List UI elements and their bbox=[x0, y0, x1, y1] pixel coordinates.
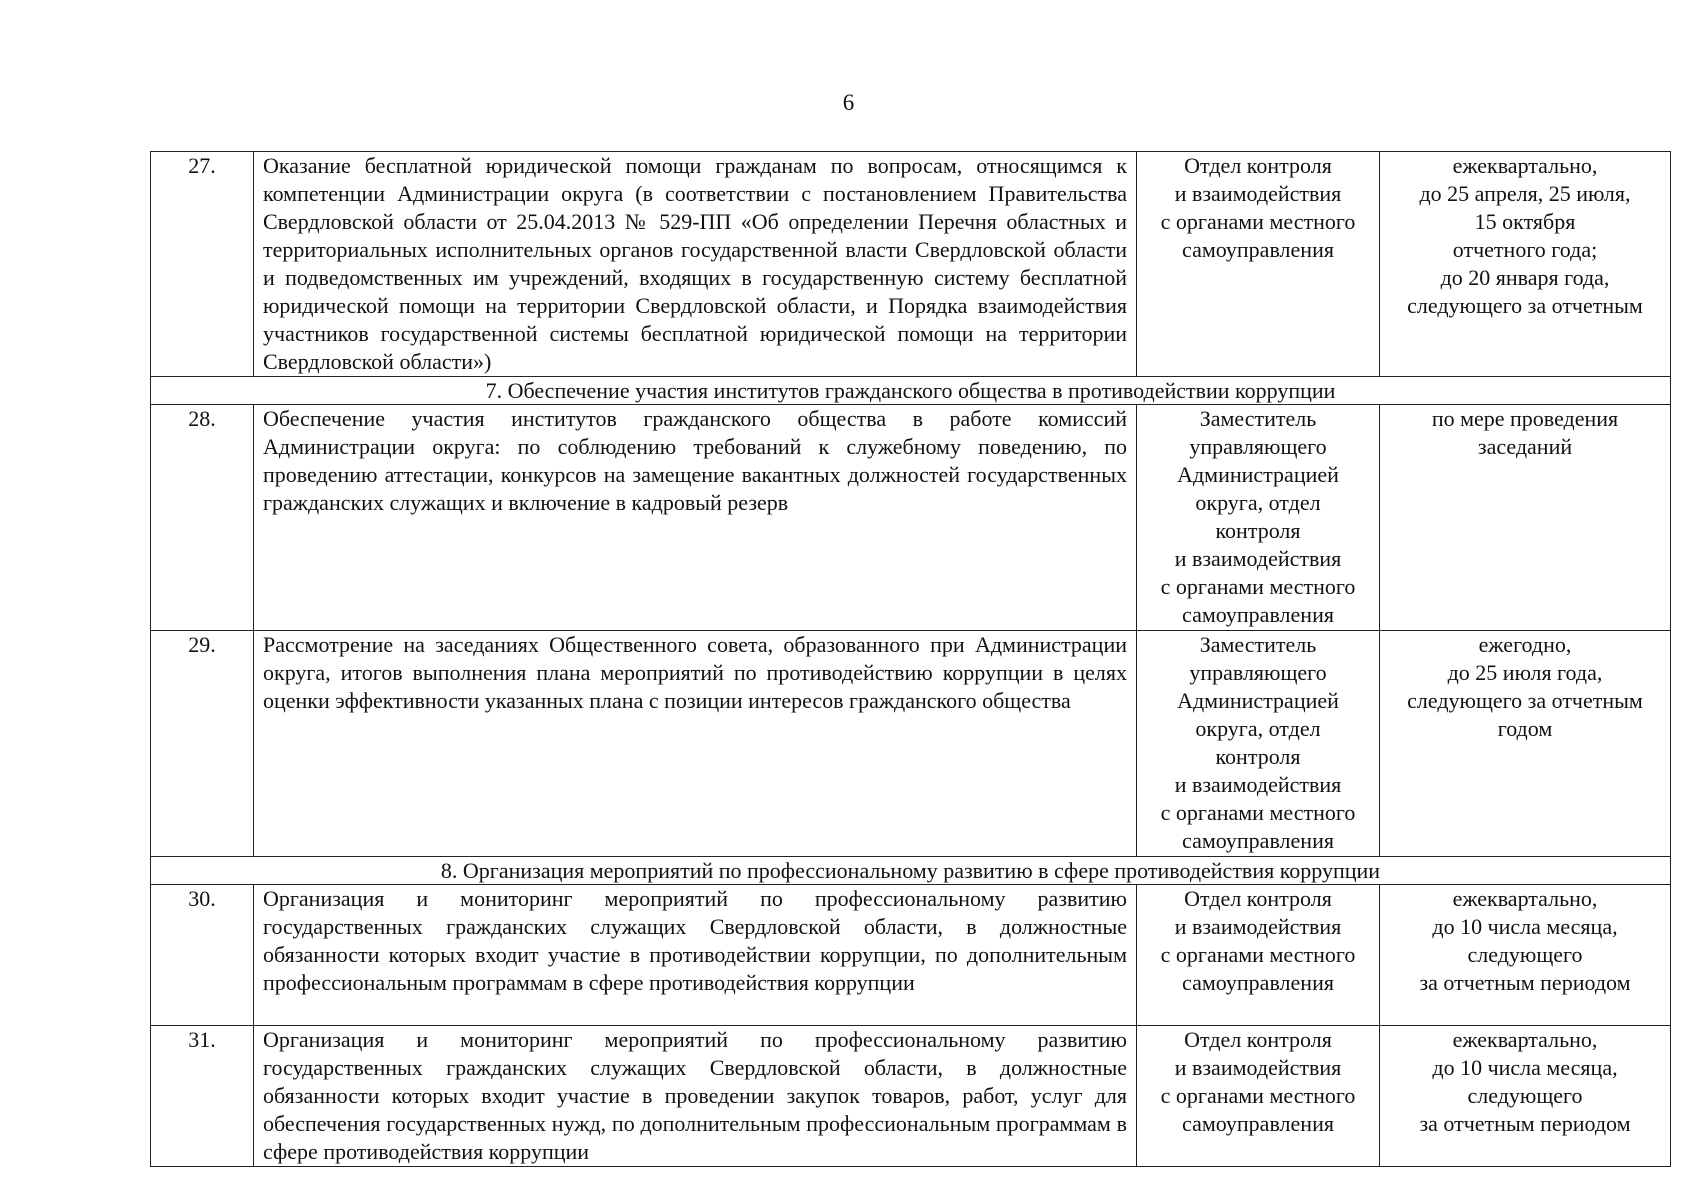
responsible-line: и взаимодействия bbox=[1174, 772, 1342, 797]
responsible-line: округа, отдел bbox=[1195, 716, 1321, 741]
term-cell bbox=[1380, 1026, 1671, 1167]
term-line: годом bbox=[1497, 716, 1553, 741]
responsible-line: с органами местного bbox=[1160, 942, 1356, 967]
responsible-line: управляющего bbox=[1189, 434, 1327, 459]
term-line: следующего за отчетным bbox=[1407, 293, 1643, 318]
measure-description: Обеспечение участия институтов гражданского общества в работе комиссий Администрации округа: по соблюдению требований к служебному поведению, по проведению аттестации, конкурсов на замещение вакантных должностей государственных гражданских служащих и включение в кадровый резерв bbox=[254, 405, 1137, 631]
responsible-line: Заместитель bbox=[1199, 632, 1317, 657]
responsible-line: и взаимодействия bbox=[1174, 1055, 1342, 1080]
responsible-line: Отдел контроля bbox=[1184, 886, 1332, 911]
responsible-cell bbox=[1137, 631, 1380, 857]
page-number: 6 bbox=[842, 90, 855, 115]
row-number: 27. bbox=[151, 152, 254, 377]
term-line: до 25 июля года, bbox=[1447, 660, 1603, 685]
term-line: до 25 апреля, 25 июля, bbox=[1419, 181, 1631, 206]
responsible-line: с органами местного bbox=[1160, 800, 1356, 825]
term-cell bbox=[1380, 885, 1671, 1026]
responsible-line: самоуправления bbox=[1182, 828, 1334, 853]
table-row bbox=[151, 152, 1671, 377]
table-row bbox=[151, 1026, 1671, 1167]
responsible-line: и взаимодействия bbox=[1174, 546, 1342, 571]
responsible-line: контроля bbox=[1215, 744, 1301, 769]
responsible-line: Отдел контроля bbox=[1184, 153, 1332, 178]
responsible-line: самоуправления bbox=[1182, 970, 1334, 995]
term-line: отчетного года; bbox=[1452, 237, 1598, 262]
term-line: ежеквартально, bbox=[1452, 886, 1598, 911]
responsible-cell bbox=[1137, 1026, 1380, 1167]
responsible-line: и взаимодействия bbox=[1174, 914, 1342, 939]
responsible-cell bbox=[1137, 152, 1380, 377]
measure-description: Организация и мониторинг мероприятий по профессиональному развитию государственных гражданских служащих Свердловской области, в должностные обязанности которых входит участие в проведении закупок товаров, работ, услуг для обеспечения государственных нужд, по дополнительным профессиональным программам в сфере противодействия коррупции bbox=[254, 1026, 1137, 1167]
responsible-line: управляющего bbox=[1189, 660, 1327, 685]
term-line: заседаний bbox=[1477, 434, 1573, 459]
term-line: ежегодно, bbox=[1478, 632, 1572, 657]
term-line: следующего bbox=[1467, 1083, 1583, 1108]
responsible-line: Заместитель bbox=[1199, 406, 1317, 431]
term-line: до 10 числа месяца, bbox=[1432, 914, 1618, 939]
action-plan-table bbox=[150, 151, 1671, 1167]
table-row bbox=[151, 631, 1671, 857]
measure-description: Оказание бесплатной юридической помощи гражданам по вопросам, относящимся к компетенции Администрации округа (в соответствии с постановлением Правительства Свердловской области от 25.04.2013 № 529-ПП «Об определении Перечня областных и территориальных исполнительных органов государственной власти Свердловской области и подведомственных им учреждений, входящих в государственную систему бесплатной юридической помощи на территории Свердловской области, и Порядка взаимодействия участников государственной системы бесплатной юридической помощи на территории Свердловской области») bbox=[254, 152, 1137, 377]
section-row bbox=[151, 377, 1671, 405]
responsible-line: с органами местного bbox=[1160, 1083, 1356, 1108]
responsible-cell bbox=[1137, 885, 1380, 1026]
responsible-cell bbox=[1137, 405, 1380, 631]
table-row bbox=[151, 885, 1671, 1026]
responsible-line: с органами местного bbox=[1160, 209, 1356, 234]
table-row bbox=[151, 405, 1671, 631]
responsible-line: самоуправления bbox=[1182, 237, 1334, 262]
term-cell bbox=[1380, 631, 1671, 857]
responsible-line: Отдел контроля bbox=[1184, 1027, 1332, 1052]
term-cell bbox=[1380, 152, 1671, 377]
term-line: ежеквартально, bbox=[1452, 153, 1598, 178]
row-number: 28. bbox=[151, 405, 254, 631]
term-line: до 20 января года, bbox=[1440, 265, 1610, 290]
responsible-line: округа, отдел bbox=[1195, 490, 1321, 515]
row-number: 29. bbox=[151, 631, 254, 857]
term-line: за отчетным периодом bbox=[1419, 970, 1631, 995]
responsible-line: самоуправления bbox=[1182, 602, 1334, 627]
term-line: ежеквартально, bbox=[1452, 1027, 1598, 1052]
row-number: 31. bbox=[151, 1026, 254, 1167]
term-cell bbox=[1380, 405, 1671, 631]
term-line: до 10 числа месяца, bbox=[1432, 1055, 1618, 1080]
term-line: за отчетным периодом bbox=[1419, 1111, 1631, 1136]
term-line: 15 октября bbox=[1474, 209, 1576, 234]
measure-description: Рассмотрение на заседаниях Общественного совета, образованного при Администрации округа, итогов выполнения плана мероприятий по противодействию коррупции в целях оценки эффективности указанных плана с позиции интересов гражданского общества bbox=[254, 631, 1137, 857]
responsible-line: Администрацией bbox=[1177, 688, 1339, 713]
responsible-line: с органами местного bbox=[1160, 574, 1356, 599]
responsible-line: и взаимодействия bbox=[1174, 181, 1342, 206]
section-title: 8. Организация мероприятий по профессиональному развитию в сфере противодействия коррупции bbox=[151, 857, 1671, 885]
term-line: следующего bbox=[1467, 942, 1583, 967]
measure-description: Организация и мониторинг мероприятий по профессиональному развитию государственных гражданских служащих Свердловской области, в должностные обязанности которых входит участие в противодействии коррупции, по дополнительным профессиональным программам в сфере противодействия коррупции bbox=[254, 885, 1137, 1026]
section-title: 7. Обеспечение участия институтов гражданского общества в противодействии коррупции bbox=[151, 377, 1671, 405]
responsible-line: самоуправления bbox=[1182, 1111, 1334, 1136]
responsible-line: Администрацией bbox=[1177, 462, 1339, 487]
responsible-line: контроля bbox=[1215, 518, 1301, 543]
row-number: 30. bbox=[151, 885, 254, 1026]
section-row bbox=[151, 857, 1671, 885]
term-line: следующего за отчетным bbox=[1407, 688, 1643, 713]
term-line: по мере проведения bbox=[1431, 406, 1619, 431]
